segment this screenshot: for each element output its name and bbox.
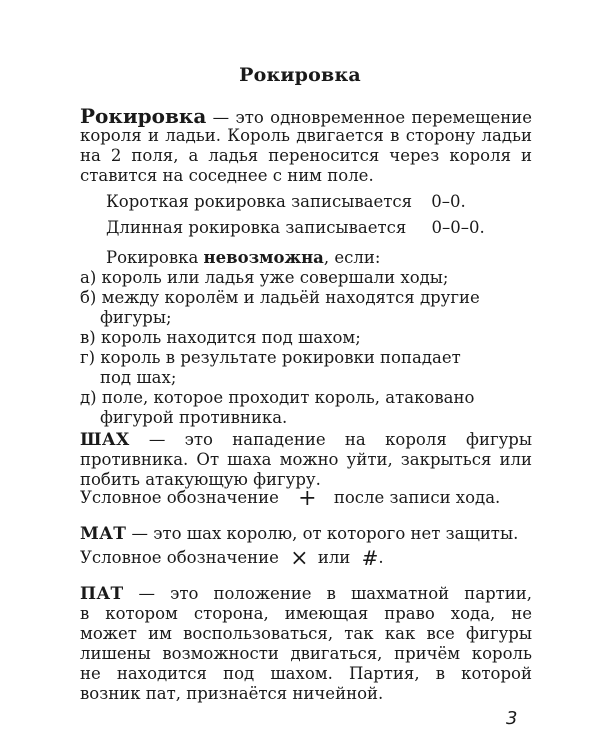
list-item: в) король находится под шахом; [80,328,361,347]
list-item: г) король в результате рокировки попадает [80,348,461,367]
castling-term: Рокировка [80,104,207,128]
mate-notation-row: Условное обозначение × или #. [80,546,384,571]
stalemate-def-line-6: возник пат, признаётся ничейной. [80,684,384,703]
castling-def-line-4: ставится на соседнее с ним поле. [80,166,374,185]
mate-symbol-cross: × [290,546,309,571]
castling-def-line-3: на 2 поля, а ладья переносится через короля и [80,146,532,165]
mate-definition [80,524,532,544]
short-castling-row: Короткая рокировка записывается 0–0. [106,192,466,211]
stalemate-def-line-3: может им воспользоваться, так как все фигуры [80,624,532,643]
stalemate-def-line-5: не находится под шахом. Партия, в которой [80,664,532,683]
mate-symbol-hash: # [361,546,379,570]
impossible-intro: Рокировка невозможна, если: [106,248,381,267]
check-symbol: + [298,486,317,511]
check-definition [80,430,532,490]
page-title: Рокировка [239,64,361,86]
check-term: ШАХ [80,430,130,450]
long-castling-notation: 0–0–0. [431,218,485,237]
check-def-line-1: ШАХ — это нападение на короля фигуры [80,430,532,450]
short-castling-notation: 0–0. [431,192,466,211]
stalemate-term: ПАТ [80,584,124,604]
page-number: 3 [506,708,518,729]
mate-term: МАТ [80,524,127,544]
list-item-continuation: под шах; [100,368,177,387]
mate-def-line-1: МАТ — это шах королю, от которого нет защиты. [80,524,519,544]
stalemate-def-line-1: ПАТ — это положение в шахматной партии, [80,584,532,604]
castling-definition [80,106,532,186]
stalemate-def-line-4: лишены возможности двигаться, причём король [80,644,532,663]
castling-def-line-2: короля и ладьи. Король двигается в сторону ладьи [80,126,532,145]
check-def-line-3: побить атакующую фигуру. [80,470,321,489]
long-castling-row: Длинная рокировка записывается 0–0–0. [106,218,485,237]
list-item: а) король или ладья уже совершали ходы; [80,268,449,287]
list-item-continuation: фигуры; [100,308,172,327]
check-def-line-2: противника. От шаха можно уйти, закрыться или [80,450,532,469]
list-item: б) между королём и ладьёй находятся другие [80,288,480,307]
stalemate-def-line-2: в котором сторона, имеющая право хода, не [80,604,532,623]
castling-def-line-1: Рокировка — это одновременное перемещение [80,104,532,128]
list-item-continuation: фигурой противника. [100,408,288,427]
check-notation-row: Условное обозначение + после записи хода. [80,486,501,511]
list-item: д) поле, которое проходит король, атаковано [80,388,475,407]
stalemate-definition [80,584,532,704]
castling-impossible-list [80,248,540,428]
